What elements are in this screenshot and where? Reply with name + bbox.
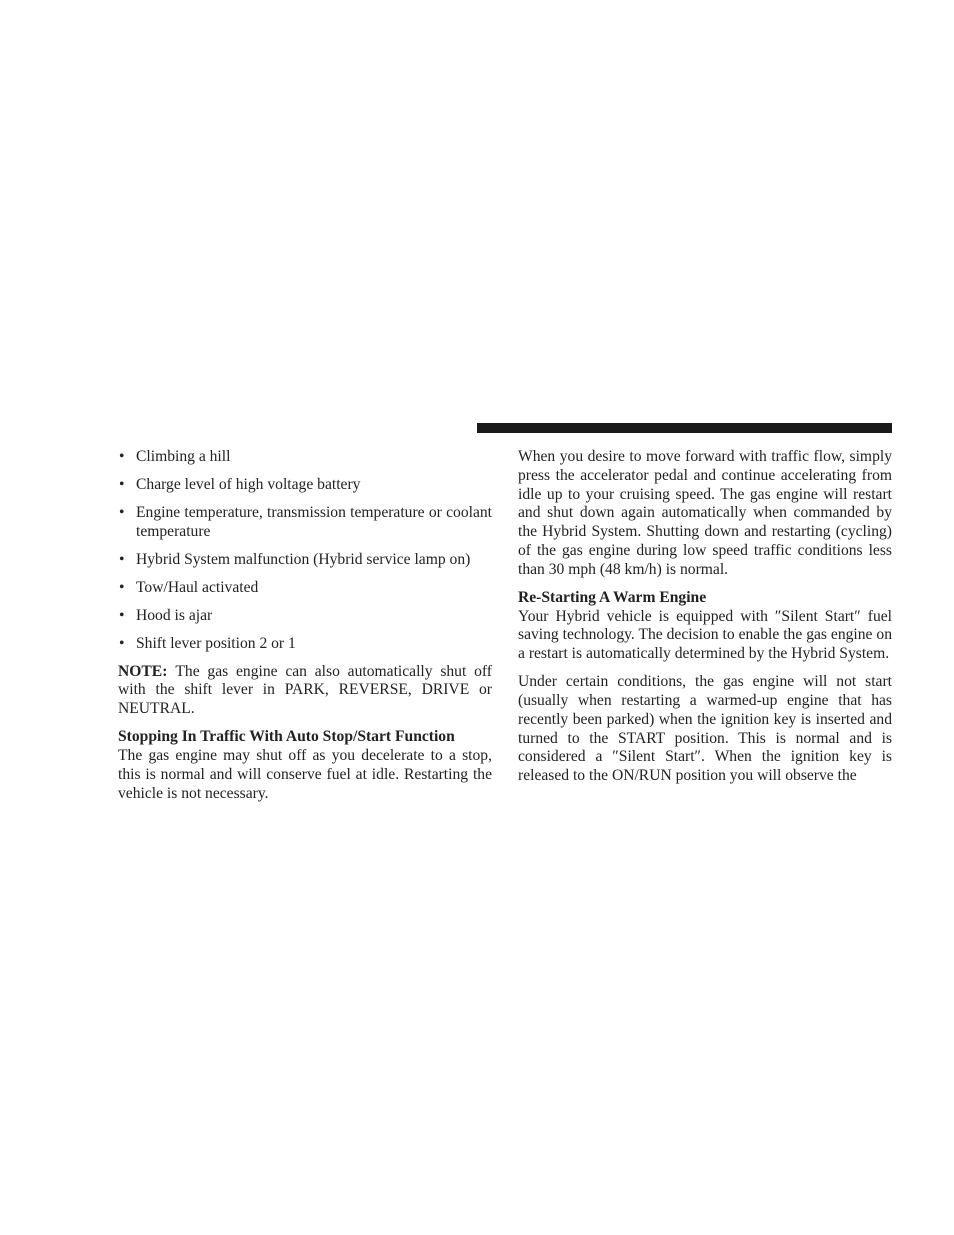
list-item-text: Engine temperature, transmission temperature or coolant temperature [136,503,492,540]
list-item [118,579,492,598]
bullet-icon: • [119,606,125,624]
bullet-icon: • [119,578,125,596]
bullet-icon: • [119,550,125,568]
list-item [118,448,492,467]
list-item-text: Hybrid System malfunction (Hybrid service lamp on) [136,550,471,568]
section-heading-stopping: Stopping In Traffic With Auto Stop/Start Function [118,728,455,746]
bullet-icon: • [119,503,125,521]
list-item [118,476,492,495]
paragraph-traffic-flow: When you desire to move forward with traffic flow, simply press the accelerator pedal and continue accelerating from idle up to your cruising speed. The gas engine will restart and shut down again automatically when commanded by the Hybrid System. Shutting down and restarting (cycling) of the gas engine during low speed traffic conditions less than 30 mph (48 km/h) is normal. [518,448,892,578]
list-item [118,607,492,626]
bullet-icon: • [119,448,125,465]
list-item-text: Climbing a hill [136,448,231,465]
section-header-rule [477,423,892,433]
list-item-text: Tow/Haul activated [136,578,259,596]
list-item-text: Hood is ajar [136,606,213,624]
note-label: NOTE: [118,662,168,680]
section-heading-restarting: Re-Starting A Warm Engine [518,588,707,606]
condition-list [118,448,492,654]
note-text: The gas engine can also automatically shut off with the shift lever in PARK, REVERSE, DRIVE or NEUTRAL. [118,662,492,718]
note-paragraph [118,663,492,719]
list-item [118,635,492,654]
paragraph-conditions: Under certain conditions, the gas engine will not start (usually when restarting a warmed-up engine that has recently been parked) when the ignition key is inserted and turned to the START position. This is normal and is considered a ″Silent Start″. When the ignition key is released to the ON/RUN position you will observe the [518,673,892,785]
list-item-text: Shift lever position 2 or 1 [136,634,296,652]
list-item-text: Charge level of high voltage battery [136,475,361,493]
right-column [518,448,892,795]
list-item [118,504,492,542]
left-column [118,448,492,813]
bullet-icon: • [119,634,125,652]
list-item [118,551,492,570]
paragraph-silent-start: Your Hybrid vehicle is equipped with ″Silent Start″ fuel saving technology. The decision to enable the gas engine on a restart is automatically determined by the Hybrid System. [518,607,892,663]
bullet-icon: • [119,475,125,493]
section-paragraph-stopping: The gas engine may shut off as you decelerate to a stop, this is normal and will conserve fuel at idle. Restarting the vehicle is not necessary. [118,747,492,802]
